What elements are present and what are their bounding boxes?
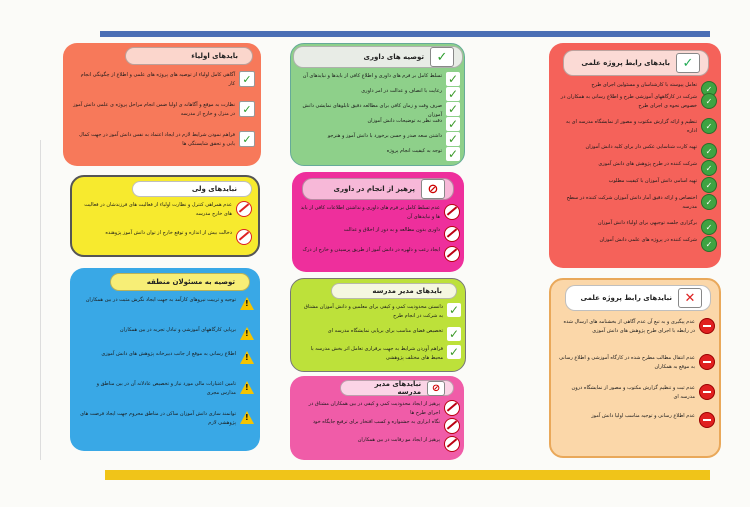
warning-icon: ! xyxy=(240,326,254,340)
list-item: صرف وقت و زمان کافی برای مطالعه دقیق تابلوهای نمایشی دانش آموزان xyxy=(302,103,442,118)
list-item: اطلاع رسانی به موقع از جانب دبیرخانه پژوهش های دانش آموزی xyxy=(101,351,236,357)
cross-icon: ✕ xyxy=(678,288,702,308)
forbidden-icon xyxy=(444,400,460,416)
forbidden-icon xyxy=(236,201,252,217)
list-item: عدم اطلاع رسانی و توجیه مناسب اولیا دانش آموز xyxy=(591,413,695,419)
no-entry-icon xyxy=(699,384,715,400)
list-item: نگاه ابزاری به جشنواره و کسب افتخار برای ترفیع جایگاه خود xyxy=(312,419,440,425)
card-title: بایدهای مدیر مدرسه xyxy=(372,287,442,295)
list-item: عدم تسلط کامل بر فرم های داوری و نداشتن اطلاعات کافی از باید ها و نبایدهای آن xyxy=(300,205,440,220)
card-title: بایدهای اولیاء xyxy=(191,52,238,60)
list-item: شرکت کننده در طرح پژوهش های دانش آموزی xyxy=(598,161,697,167)
checkmark-icon: ✓ xyxy=(676,53,700,73)
list-item: دانستن محدودیت کمی و کیفی برای معلمین و دانش آموزان مشتاق به شرکت در انجام طرح xyxy=(304,304,443,319)
list-item: توانمند سازی دانش آموزان ساکن در مناطق محروم جهت ایجاد فرصت های پژوهشی لازم xyxy=(80,411,236,426)
forbidden-hand-icon: ⊘ xyxy=(421,179,445,199)
list-item: رعایت با انصاف و عدالت در امر داوری xyxy=(361,88,442,94)
check-circle-icon: ✓ xyxy=(701,194,717,210)
list-item: تامین اعتبارات مالی مورد نیاز و تخصیص عادلانه آن در بین مناطق و مدارس مجری xyxy=(96,381,236,396)
card-principal-dos xyxy=(290,278,466,372)
card-parent-donts xyxy=(70,175,260,257)
card-header xyxy=(331,283,457,299)
checkmark-icon: ✓ xyxy=(448,327,460,341)
checkmark-icon: ✓ xyxy=(447,72,459,86)
list-item: پرهیز از ایجاد محدودیت کمی و کیفی در بین همکاران مشتاق در اجرای طرح ها xyxy=(308,401,440,416)
list-item: تعامل پیوسته با کارشناسان و مسئولین اجرای طرح xyxy=(591,82,697,88)
checkmark-icon: ✓ xyxy=(448,303,460,317)
check-circle-icon: ✓ xyxy=(701,81,717,97)
left-edge-line xyxy=(40,140,41,460)
list-item: تهیه اسامی دانش آموزان با کیفیت مطلوب xyxy=(608,178,697,184)
list-item: پرهیز از ایجاد مو رقابت در بین همکاران xyxy=(357,437,440,443)
card-header xyxy=(302,178,454,200)
check-circle-icon: ✓ xyxy=(701,219,717,235)
checkbox-icon: ✓ xyxy=(239,131,255,147)
checkmark-icon: ✓ xyxy=(430,47,454,67)
list-item: دخالت بیش از اندازه و توقع خارج از توان دانش آموز پژوهنده xyxy=(105,230,232,236)
card-title: نبایدهای مدیر مدرسه xyxy=(374,380,422,396)
list-item: توجه به کیفیت انجام پروژه xyxy=(386,148,442,154)
warning-icon: ! xyxy=(240,296,254,310)
card-header xyxy=(293,46,463,68)
card-title: توصیه های داوری xyxy=(363,53,424,61)
list-item: دقت نظر به توضیحات دانش آموزان xyxy=(367,118,442,124)
list-item: عدم ثبت و تنظیم گزارش مکتوب و مصور از نمایشگاه درون مدرسه ای xyxy=(571,385,695,400)
card-judging-avoid xyxy=(292,172,464,272)
card-header xyxy=(563,50,709,76)
no-entry-icon xyxy=(699,354,715,370)
list-item: فراهم آوردن شرایط به جهت برقراری تعامل اثر بخش مدرسه با محیط های مختلف پژوهشی xyxy=(310,346,443,361)
list-item: عدم پیگیری و به تبع آن عدم آگاهی از بخشنامه های ارسال شده در رابطه با اجرای طرح پژوهش های دانش آموزی xyxy=(563,319,695,334)
card-title: نبایدهای رابط پروژه علمی xyxy=(580,294,672,302)
list-item: نظارت به موقع و آگاهانه ی اولیا ضمن انجام مراحل پروژه ی علمی دانش آموز در منزل و خارج از مدرسه xyxy=(73,102,235,117)
top-blue-bar xyxy=(100,31,710,37)
list-item: آگاهی کامل اولیاء از توصیه های پروژه های علمی و اطلاع از چگونگی انجام کار xyxy=(80,72,235,87)
checkmark-icon: ✓ xyxy=(447,147,459,161)
check-circle-icon: ✓ xyxy=(701,118,717,134)
list-item: عدم همراهی کنترل و نظارت اولیاء از فعالیت های فرزندشان در فعالیت های خارج مدرسه xyxy=(84,202,232,217)
checkbox-icon: ✓ xyxy=(239,101,255,117)
card-judging-tips xyxy=(290,43,465,166)
check-circle-icon: ✓ xyxy=(701,143,717,159)
list-item: ایجاد رعب و دلهره در دانش آموز از طریق پرسیدن و خارج از درک xyxy=(302,247,440,253)
card-header xyxy=(340,380,454,396)
forbidden-icon xyxy=(444,204,460,220)
checkmark-icon: ✓ xyxy=(448,345,460,359)
checkmark-icon: ✓ xyxy=(447,132,459,146)
card-title: بایدهای رابط پروژه علمی xyxy=(581,59,670,67)
forbidden-icon xyxy=(236,229,252,245)
card-title: نبایدهای ولی xyxy=(191,185,237,193)
forbidden-icon: ⊘ xyxy=(427,381,445,396)
card-title: پرهیز از انجام در داوری xyxy=(333,185,415,193)
forbidden-icon xyxy=(444,436,460,452)
list-item: عدم انتقال مطالب مطرح شده در کارگاه آموزشی و اطلاع رسانی به موقع به همکاران xyxy=(559,355,695,370)
list-item: تسلط کامل بر فرم های داوری و اطلاع کافی از بایدها و نبایدهای آن xyxy=(302,73,442,79)
list-item: برپایی کارگاههای آموزشی و تبادل تجربه در بین همکاران xyxy=(119,327,236,333)
card-regional-tips xyxy=(70,268,260,451)
no-entry-icon xyxy=(699,318,715,334)
list-item: شرکت کننده در پروژه های علمی دانش آموزان xyxy=(599,237,697,243)
card-liaison-dos xyxy=(549,43,721,268)
list-item: تخصیص فضای مناسب برای برپایی نمایشگاه مدرسه ای xyxy=(327,328,443,334)
no-entry-icon xyxy=(699,412,715,428)
card-header xyxy=(110,273,250,291)
checkmark-icon: ✓ xyxy=(447,102,459,116)
checkbox-icon: ✓ xyxy=(239,71,255,87)
card-header xyxy=(565,285,711,311)
check-circle-icon: ✓ xyxy=(701,93,717,109)
check-circle-icon: ✓ xyxy=(701,177,717,193)
list-item: اختصاص و ارائه دقیق آمار دانش آموزان شرکت کننده در سطح مدرسه xyxy=(566,195,697,210)
check-circle-icon: ✓ xyxy=(701,236,717,252)
list-item: تنظیم و ارائه گزارش مکتوب و مصور از نمایشگاه مدرسه ای به اداره xyxy=(565,119,697,134)
forbidden-icon xyxy=(444,246,460,262)
card-liaison-donts xyxy=(549,278,721,458)
card-header xyxy=(132,181,252,197)
warning-icon: ! xyxy=(240,380,254,394)
list-item: شرکت در کارگاههای آموزشی طرح و اطلاع رسانی به همکاران در خصوص نحوه ی اجرای طرح xyxy=(560,94,697,109)
bottom-yellow-bar xyxy=(105,470,710,480)
warning-icon: ! xyxy=(240,410,254,424)
checkmark-icon: ✓ xyxy=(447,87,459,101)
card-title: توصیه به مسئولان منطقه xyxy=(146,278,235,286)
list-item: داوری بدون مطالعه و به دور از اخلاق و عدالت xyxy=(343,227,440,233)
list-item: توجیه و تربیت نیروهای کارآمد به جهت ایجاد نگرش مثبت در بین همکاران xyxy=(85,297,236,303)
check-circle-icon: ✓ xyxy=(701,160,717,176)
card-header xyxy=(125,47,253,65)
card-parents-dos xyxy=(63,43,261,166)
list-item: فراهم نمودن شرایط لازم در ایجاد اعتماد به نفس دانش آموز در جهت کمال یابی و تحقق شایستگی ها xyxy=(79,132,235,147)
warning-icon: ! xyxy=(240,350,254,364)
forbidden-icon xyxy=(444,226,460,242)
list-item: تهیه کارت شناسایی عکس دار برای کلیه دانش آموزان xyxy=(585,144,697,150)
checkmark-icon: ✓ xyxy=(447,117,459,131)
card-principal-donts xyxy=(290,376,464,460)
forbidden-icon xyxy=(444,418,460,434)
list-item: داشتن سعه صدر و حسن برخورد با دانش آموز و هنرجو xyxy=(327,133,442,139)
list-item: برگزاری جلسه توجیهی برای اولیاء دانش آموزان xyxy=(597,220,697,226)
